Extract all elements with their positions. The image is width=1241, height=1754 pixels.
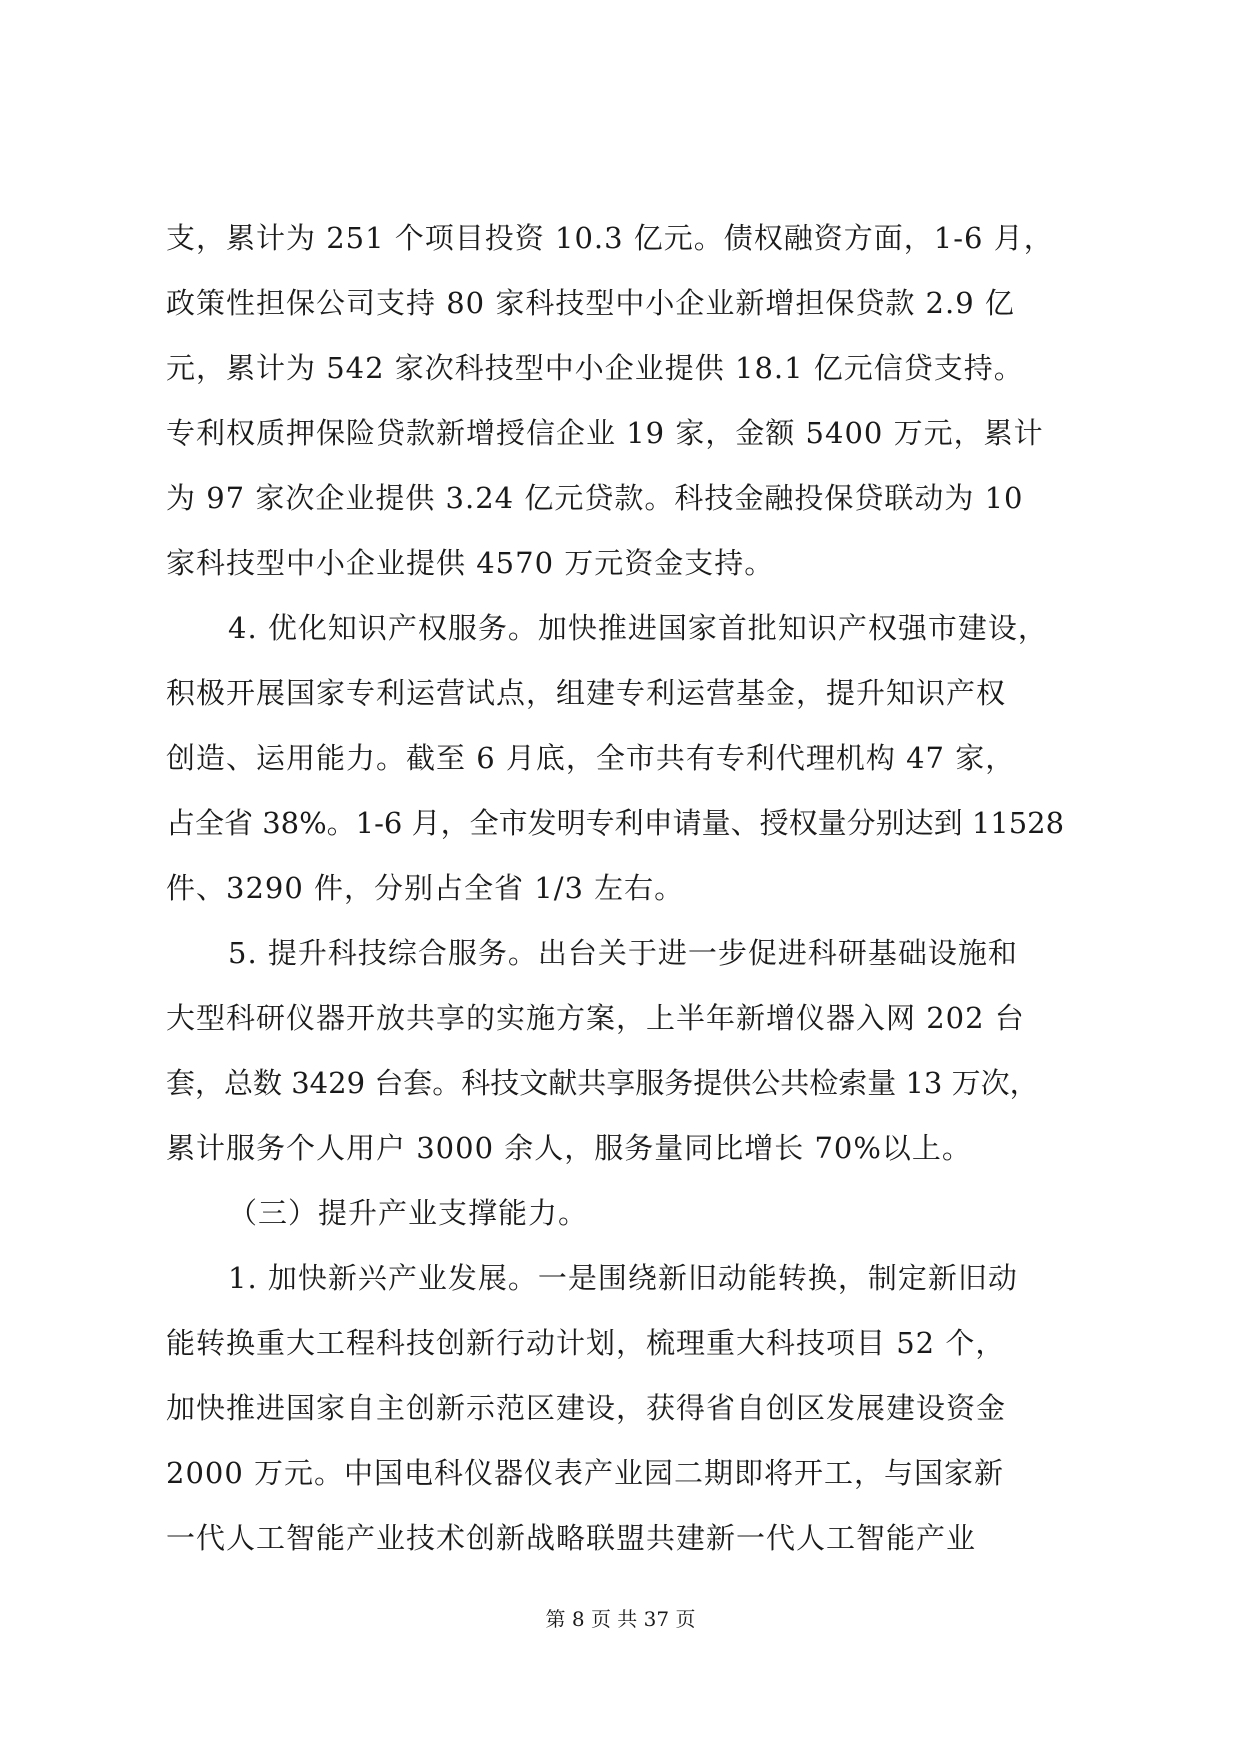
section-heading: （三）提升产业支撑能力。 bbox=[228, 1196, 589, 1230]
text-line: 能转换重大工程科技创新行动计划，梳理重大科技项目 52 个， bbox=[166, 1326, 1006, 1360]
paragraph-first-line: 1. 加快新兴产业发展。一是围绕新旧动能转换，制定新旧动 bbox=[228, 1261, 1018, 1295]
text-line: 件、3290 件，分别占全省 1/3 左右。 bbox=[166, 871, 685, 905]
text-line: 2000 万元。中国电科仪器仪表产业园二期即将开工，与国家新 bbox=[166, 1456, 1005, 1490]
text-line: 支，累计为 251 个项目投资 10.3 亿元。债权融资方面，1-6 月， bbox=[166, 221, 1054, 255]
text-line: 累计服务个人用户 3000 余人，服务量同比增长 70%以上。 bbox=[166, 1131, 972, 1165]
text-line: 一代人工智能产业技术创新战略联盟共建新一代人工智能产业 bbox=[166, 1521, 977, 1555]
text-line: 政策性担保公司支持 80 家科技型中小企业新增担保贷款 2.9 亿 bbox=[166, 286, 1015, 320]
text-line: 创造、运用能力。截至 6 月底，全市共有专利代理机构 47 家， bbox=[166, 741, 1016, 775]
text-line: 占全省 38%。1-6 月，全市发明专利申请量、授权量分别达到 11528 bbox=[166, 806, 1065, 840]
text-line: 积极开展国家专利运营试点，组建专利运营基金，提升知识产权 bbox=[166, 676, 1007, 710]
page-number-footer: 第 8 页 共 37 页 bbox=[545, 1607, 696, 1631]
text-line: 套，总数 3429 台套。科技文献共享服务提供公共检索量 13 万次， bbox=[166, 1066, 1039, 1100]
text-line: 元，累计为 542 家次科技型中小企业提供 18.1 亿元信贷支持。 bbox=[166, 351, 1024, 385]
text-line: 专利权质押保险贷款新增授信企业 19 家，金额 5400 万元，累计 bbox=[166, 416, 1044, 450]
text-line: 大型科研仪器开放共享的实施方案，上半年新增仪器入网 202 台 bbox=[166, 1001, 1025, 1035]
paragraph-first-line: 4. 优化知识产权服务。加快推进国家首批知识产权强市建设， bbox=[228, 611, 1048, 645]
text-line: 加快推进国家自主创新示范区建设，获得省自创区发展建设资金 bbox=[166, 1391, 1007, 1425]
text-line: 为 97 家次企业提供 3.24 亿元贷款。科技金融投保贷联动为 10 bbox=[166, 481, 1024, 515]
text-line: 家科技型中小企业提供 4570 万元资金支持。 bbox=[166, 546, 775, 580]
paragraph-first-line: 5. 提升科技综合服务。出台关于进一步促进科研基础设施和 bbox=[228, 936, 1018, 970]
